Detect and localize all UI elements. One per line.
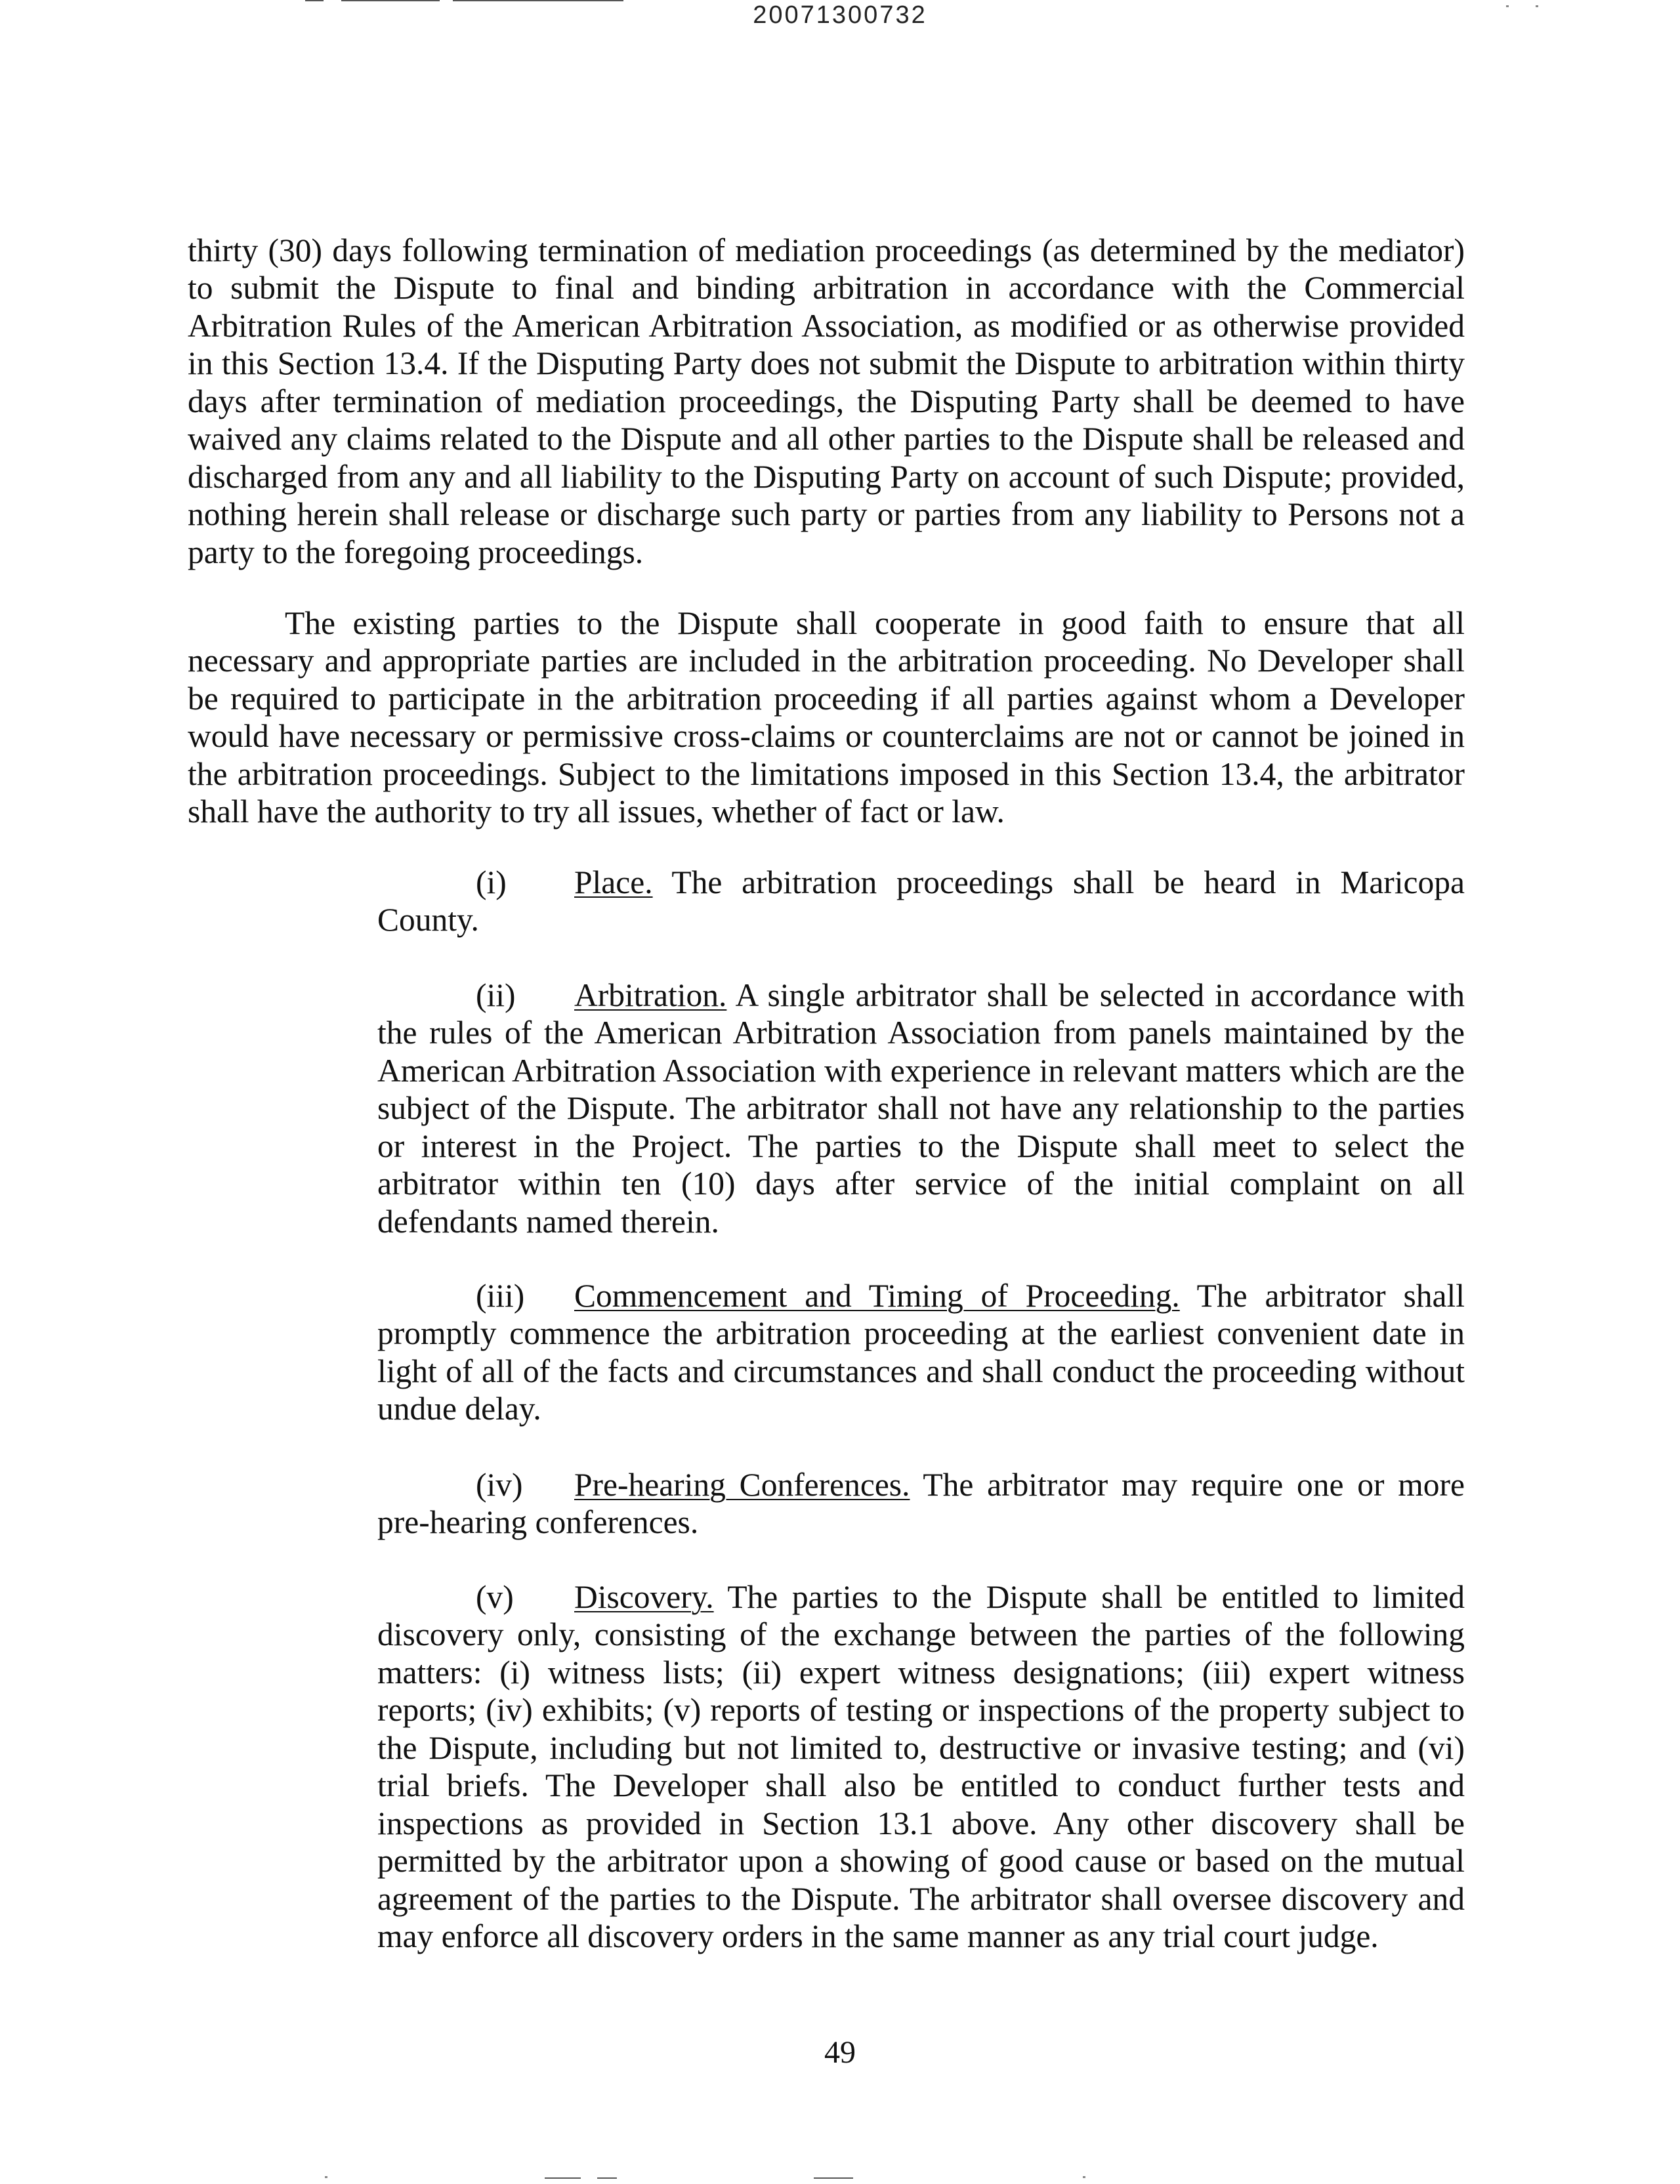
subsection-text: The arbitration proceedings shall be heard in Maricopa County.	[377, 864, 1465, 938]
subsection-marker: (iv)	[476, 1466, 523, 1503]
subsection-arbitration	[377, 976, 1465, 1241]
scan-artifact-dot	[325, 2176, 327, 2178]
scan-artifact-line	[545, 2177, 581, 2179]
subsection-text: The arbitrator may require one or more pre-hearing conferences.	[377, 1466, 1465, 1540]
document-number: 20071300732	[753, 1, 927, 29]
subsection-heading: Pre-hearing Conferences.	[574, 1466, 910, 1503]
subsection-marker: (v)	[476, 1578, 514, 1615]
scan-artifact-dot	[1083, 2176, 1085, 2178]
page-number: 49	[824, 2035, 856, 2070]
subsection-marker: (ii)	[476, 976, 516, 1013]
subsection-text: The arbitrator shall promptly commence the arbitration proceeding at the earliest convenient date in light of all of the facts and circumstances and shall conduct the proceeding without undue delay.	[377, 1277, 1465, 1427]
subsection-text: A single arbitrator shall be selected in accordance with the rules of the American Arbitration Association from panels maintained by the American Arbitration Association with experience in relevant matters which are the subject of the Dispute. The arbitrator shall not have any relationship to the parties or interest in the Project. The parties to the Dispute shall meet to select the arbitrator within ten (10) days after service of the initial complaint on all defendants named therein.	[377, 976, 1465, 1240]
subsection-place	[377, 864, 1465, 939]
paragraph-continuation: thirty (30) days following termination of mediation proceedings (as determined by the mediator) to submit the Dispute to final and binding arbitration in accordance with the Commercial Arbitration Rules of the American Arbitration Association, as modified or as otherwise provided in this Section 13.4. If the Disputing Party does not submit the Dispute to arbitration within thirty days after termination of mediation proceedings, the Disputing Party shall be deemed to have waived any claims related to the Dispute and all other parties to the Dispute shall be released and discharged from any and all liability to the Disputing Party on account of such Dispute; provided, nothing herein shall release or discharge such party or parties from any liability to Persons not a party to the foregoing proceedings.	[188, 232, 1465, 570]
subsection-heading: Commencement and Timing of Proceeding.	[574, 1277, 1180, 1314]
subsection-pre-hearing	[377, 1466, 1465, 1542]
scan-artifact-line	[814, 2177, 853, 2179]
subsection-heading: Discovery.	[574, 1578, 714, 1615]
subsection-marker: (i)	[476, 864, 507, 900]
subsection-discovery	[377, 1578, 1465, 1956]
subsection-marker: (iii)	[476, 1277, 525, 1314]
scan-artifact-line	[597, 2177, 617, 2179]
subsection-heading: Arbitration.	[574, 976, 727, 1013]
paragraph-parties-cooperation: The existing parties to the Dispute shall cooperate in good faith to ensure that all necessary and appropriate parties are included in the arbitration proceeding. No Developer shall be required to participate in the arbitration proceeding if all parties against whom a Developer would have necessary or permissive cross-claims or counterclaims are not or cannot be joined in the arbitration proceedings. Subject to the limitations imposed in this Section 13.4, the arbitrator shall have the authority to try all issues, whether of fact or law.	[188, 604, 1465, 830]
subsection-commencement	[377, 1277, 1465, 1428]
subsection-heading: Place.	[574, 864, 653, 900]
subsection-text: The parties to the Dispute shall be entitled to limited discovery only, consisting of the exchange between the parties of the following matters: (i) witness lists; (ii) expert witness designations; (iii) expert witness reports; (iv) exhibits; (v) reports of testing or inspections of the property subject to the Dispute, including but not limited to, destructive or invasive testing; and (vi) trial briefs. The Developer shall also be entitled to conduct further tests and inspections as provided in Section 13.1 above. Any other discovery shall be permitted by the arbitrator upon a showing of good cause or based on the mutual agreement of the parties to the Dispute. The arbitrator shall oversee discovery and may enforce all discovery orders in the same manner as any trial court judge.	[377, 1578, 1465, 1954]
